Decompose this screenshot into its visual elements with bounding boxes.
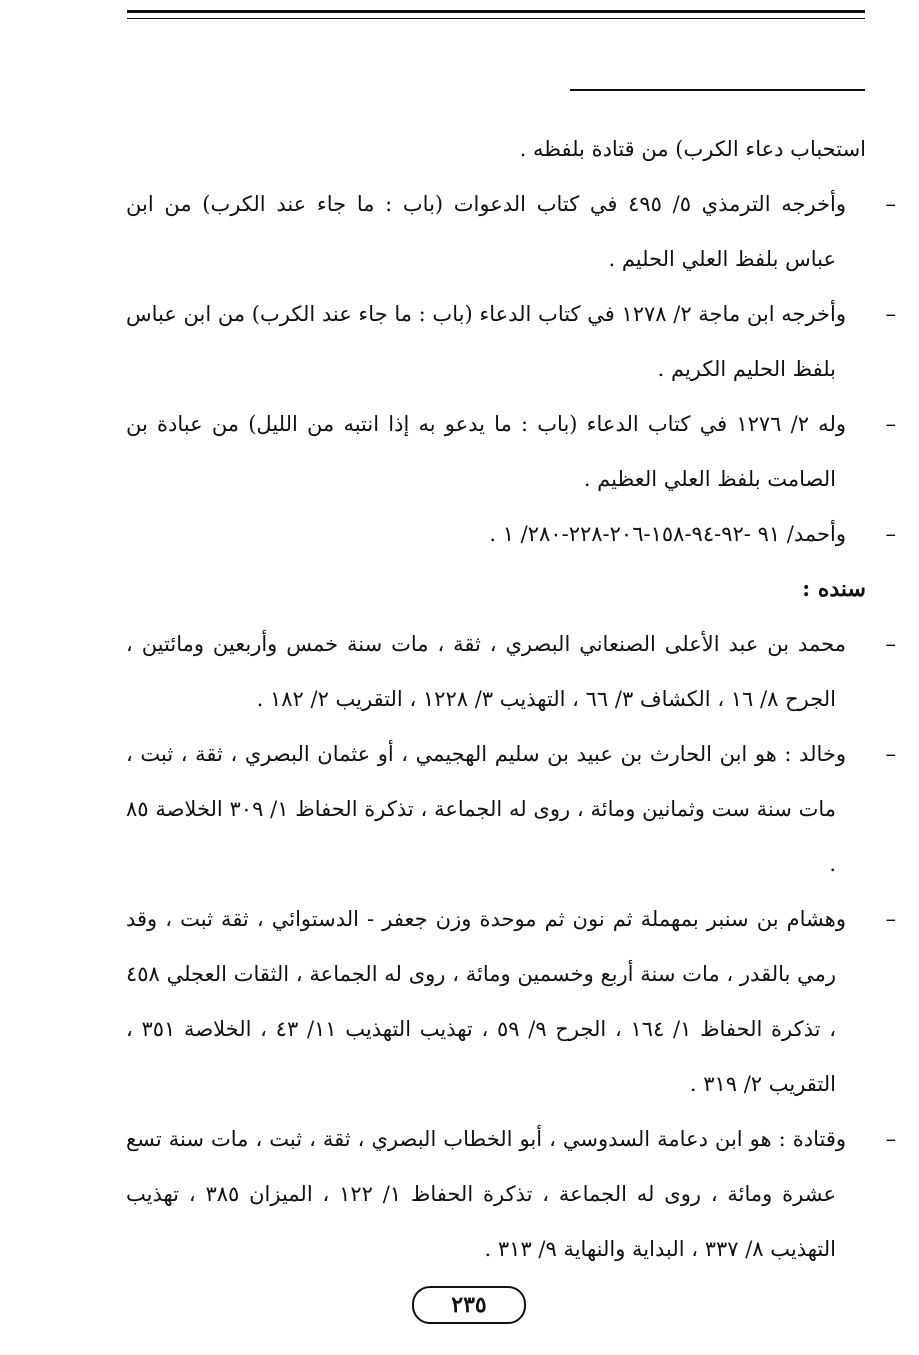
dash-marker: – xyxy=(885,412,896,436)
footnote-item xyxy=(126,397,896,507)
footnote-item-text: وأخرجه ابن ماجة ٢/ ١٢٧٨ في كتاب الدعاء (باب : ما جاء عند الكرب) من ابن عباس بلفظ الحليم الكريم . xyxy=(125,302,846,381)
narrator-entry xyxy=(126,617,896,727)
narrator-entry-text: وقتادة : هو ابن دعامة السدوسي ، أبو الخطاب البصري ، ثقة ، ثبت ، مات سنة تسع عشرة ومائة ، روى له الجماعة ، تذكرة الحفاظ ١/ ١٢٢ ، الميزان ٣٨٥ ، تهذيب التهذيب ٨/ ٣٣٧ ، البداية والنهاية ٩/ ٣١٣ . xyxy=(126,1127,846,1261)
footnote-item xyxy=(125,287,896,397)
narrator-entry xyxy=(126,892,896,1112)
page-number: ٢٣٥ xyxy=(412,1286,526,1324)
sanad-heading: سنده : xyxy=(802,576,866,602)
narrator-entry-text: وخالد : هو ابن الحارث بن عبيد بن سليم الهجيمي ، أو عثمان البصري ، ثقة ، ثبت ، مات سنة ست وثمانين ومائة ، روى له الجماعة ، تذكرة الحفاظ ١/ ٣٠٩ الخلاصة ٨٥ . xyxy=(126,742,846,876)
footnote-item-text: وله ٢/ ١٢٧٦ في كتاب الدعاء (باب : ما يدعو به إذا انتبه من الليل) من عبادة بن الصامت بلفظ العلي العظيم . xyxy=(126,412,846,491)
footnote-item xyxy=(126,507,896,562)
narrator-entry xyxy=(126,1112,896,1277)
dash-marker: – xyxy=(885,522,896,546)
dash-marker: – xyxy=(885,742,896,766)
dash-marker: – xyxy=(885,1127,896,1151)
page-body xyxy=(125,122,897,1277)
footnote-item-text: وأحمد/ ٩١ -٩٢-٩٤-١٥٨-٢٠٦-٢٢٨-٢٨٠/ ١ . xyxy=(489,522,846,546)
dash-marker: – xyxy=(885,632,896,656)
dash-marker: – xyxy=(885,192,897,216)
footnote-item xyxy=(126,177,897,287)
narrator-entry xyxy=(126,727,896,892)
footnote-lead-line: استحباب دعاء الكرب) من قتادة بلفظه . xyxy=(519,137,866,161)
header-double-rule-bottom xyxy=(127,18,865,19)
narrator-entry-text: وهشام بن سنبر بمهملة ثم نون ثم موحدة وزن جعفر - الدستوائي ، ثقة ثبت ، وقد رمي بالقدر ، مات سنة أربع وخسمين ومائة ، روى له الجماعة ، الثقات العجلي ٤٥٨ ، تذكرة الحفاظ ١/ ١٦٤ ، الجرح ٩/ ٥٩ ، تهذيب التهذيب ١١/ ٤٣ ، الخلاصة ٣٥١ ، التقريب ٢/ ٣١٩ . xyxy=(126,907,846,1096)
footnote-separator-rule xyxy=(570,89,865,91)
footnote-item-text: وأخرجه الترمذي ٥/ ٤٩٥ في كتاب الدعوات (باب : ما جاء عند الكرب) من ابن عباس بلفظ العلي الحليم . xyxy=(126,192,847,271)
dash-marker: – xyxy=(885,907,896,931)
header-double-rule-top xyxy=(127,10,865,13)
narrator-entry-text: محمد بن عبد الأعلى الصنعاني البصري ، ثقة ، مات سنة خمس وأربعين ومائتين ، الجرح ٨/ ١٦ ، الكشاف ٣/ ٦٦ ، التهذيب ٣/ ١٢٢٨ ، التقريب ٢/ ١٨٢ . xyxy=(126,632,846,711)
dash-marker: – xyxy=(885,302,896,326)
